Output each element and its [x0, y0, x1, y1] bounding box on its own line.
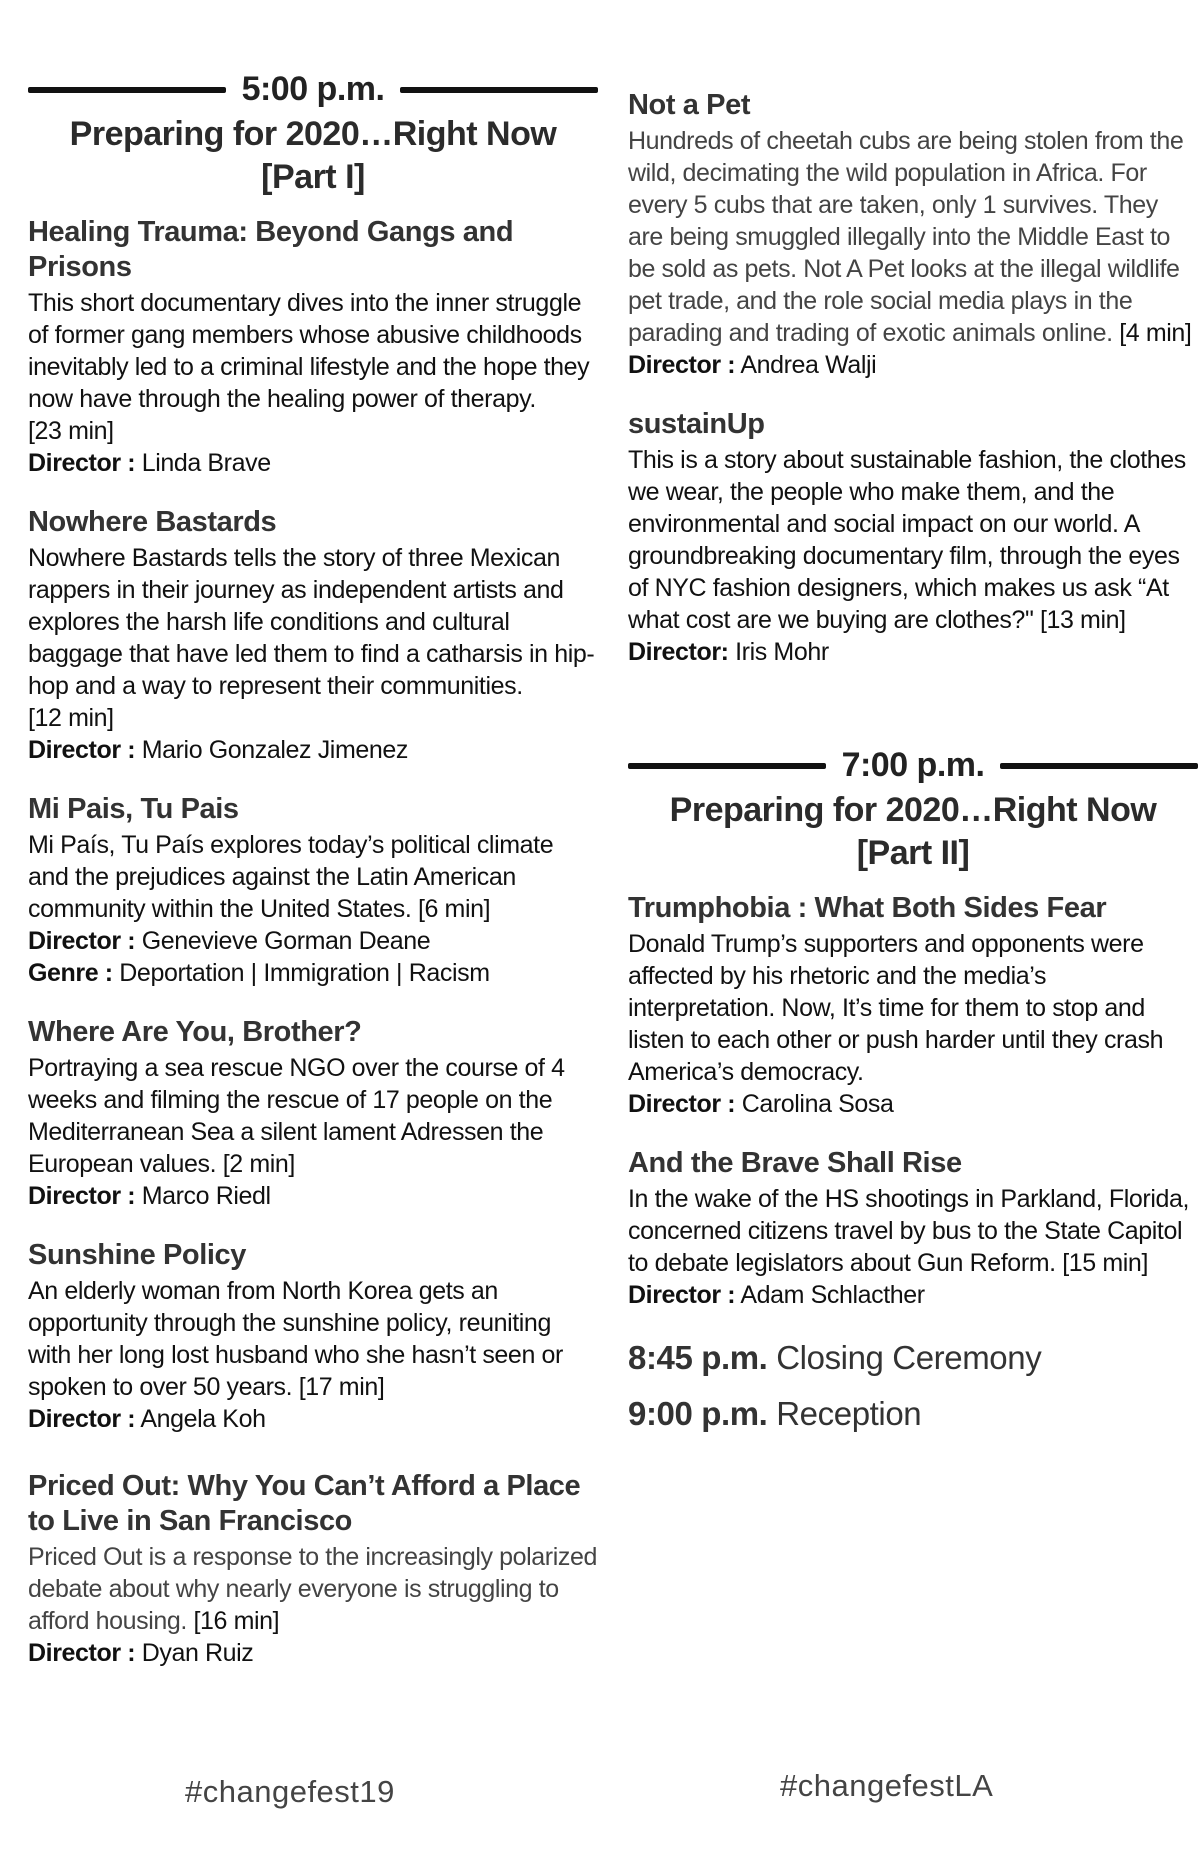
- film-director: Director : Adam Schlacther: [628, 1281, 925, 1309]
- film-description: Mi País, Tu País explores today’s political climate and the prejudices against the Latin American community within the United States. [6 min]: [28, 831, 554, 923]
- film-duration: [16 min]: [193, 1607, 280, 1635]
- film-director: Director: Iris Mohr: [628, 638, 829, 666]
- film-duration: [4 min]: [1119, 319, 1192, 347]
- film-mi-pais: [28, 792, 598, 989]
- film-title: And the Brave Shall Rise: [628, 1147, 962, 1179]
- film-description: Priced Out is a response to the increasingly polarized debate about why nearly everyone is struggling to afford housing. [16 min]: [28, 1543, 597, 1635]
- divider-rule: [400, 87, 598, 93]
- schedule-reception: 9:00 p.m. Reception: [628, 1395, 922, 1432]
- film-where-are-you-brother: [28, 1015, 598, 1212]
- film-description: This is a story about sustainable fashion, the clothes we wear, the people who make them, and the environmental and social impact on our world. A groundbreaking documentary film, through the eyes of NYC fashion designers, which makes us ask “At what cost are we buying are clothes?" [13 min]: [628, 446, 1186, 634]
- film-title: Sunshine Policy: [28, 1239, 246, 1271]
- film-duration: [23 min]: [28, 417, 114, 445]
- film-brave-shall-rise: [628, 1146, 1198, 1311]
- right-column: [628, 88, 1198, 1435]
- film-director: Director : Linda Brave: [28, 449, 271, 477]
- film-healing-trauma: [28, 215, 598, 479]
- film-description: Hundreds of cheetah cubs are being stolen from the wild, decimating the wild population in Africa. For every 5 cubs that are taken, only 1 survives. They are being smuggled illegally into the Middle East to be sold as pets. Not A Pet looks at the illegal wildlife pet trade, and the role social media plays in the parading and trading of exotic animals online. [4 min]: [628, 127, 1192, 347]
- film-director: Director : Genevieve Gorman Deane: [28, 927, 431, 955]
- film-director: Director : Andrea Walji: [628, 351, 877, 379]
- divider-rule: [1000, 763, 1198, 769]
- film-title: Nowhere Bastards: [28, 506, 277, 538]
- time-header-5pm: [28, 70, 598, 199]
- divider-rule: [628, 763, 826, 769]
- session-title: Preparing for 2020…Right Now [Part II]: [669, 791, 1157, 872]
- film-trumphobia: [628, 891, 1198, 1120]
- session-title: Preparing for 2020…Right Now [Part I]: [69, 115, 557, 196]
- schedule-closing-ceremony: 8:45 p.m. Closing Ceremony: [628, 1339, 1042, 1376]
- film-title: Trumphobia : What Both Sides Fear: [628, 892, 1107, 924]
- film-director: Director : Carolina Sosa: [628, 1090, 894, 1118]
- film-director: Director : Dyan Ruiz: [28, 1639, 254, 1667]
- film-description: An elderly woman from North Korea gets an opportunity through the sunshine policy, reuniting with her long lost husband who she hasn’t seen or spoken to over 50 years. [17 min]: [28, 1277, 563, 1401]
- left-column: [28, 70, 598, 1695]
- film-sustainup: [628, 407, 1198, 668]
- film-priced-out: [28, 1469, 598, 1669]
- film-title: Where Are You, Brother?: [28, 1016, 362, 1048]
- film-title: Mi Pais, Tu Pais: [28, 793, 239, 825]
- film-description: This short documentary dives into the inner struggle of former gang members whose abusive childhoods inevitably led to a criminal lifestyle and the hope they now have through the healing power of therapy.: [28, 289, 590, 413]
- film-title: Priced Out: Why You Can’t Afford a Place to Live in San Francisco: [28, 1470, 581, 1537]
- film-director: Director : Angela Koh: [28, 1405, 266, 1433]
- film-title: Healing Trauma: Beyond Gangs and Prisons: [28, 216, 514, 283]
- film-title: Not a Pet: [628, 89, 751, 121]
- film-duration: [12 min]: [28, 704, 114, 732]
- film-not-a-pet: [628, 88, 1198, 381]
- hashtag-right: #changefestLA: [780, 1768, 994, 1803]
- film-description: Nowhere Bastards tells the story of three Mexican rappers in their journey as independent artists and explores the harsh life conditions and cultural baggage that have led them to find a catharsis in hip-hop and a way to represent their communities.: [28, 544, 595, 700]
- time-header-7pm: [628, 746, 1198, 875]
- film-director: Director : Mario Gonzalez Jimenez: [28, 736, 408, 764]
- hashtag-left: #changefest19: [185, 1774, 395, 1809]
- film-genre: Genre : Deportation | Immigration | Racism: [28, 959, 490, 987]
- film-title: sustainUp: [628, 408, 765, 440]
- divider-rule: [28, 87, 226, 93]
- film-director: Director : Marco Riedl: [28, 1182, 271, 1210]
- film-sunshine-policy: [28, 1238, 598, 1435]
- film-description: Portraying a sea rescue NGO over the course of 4 weeks and filming the rescue of 17 people on the Mediterranean Sea a silent lament Adressen the European values. [2 min]: [28, 1054, 565, 1178]
- session-time: 7:00 p.m.: [841, 746, 985, 784]
- session-time: 5:00 p.m.: [241, 70, 385, 108]
- film-nowhere-bastards: [28, 505, 598, 766]
- film-description: In the wake of the HS shootings in Parkland, Florida, concerned citizens travel by bus to the State Capitol to debate legislators about Gun Reform. [15 min]: [628, 1185, 1190, 1277]
- film-description: Donald Trump’s supporters and opponents were affected by his rhetoric and the media’s interpretation. Now, It’s time for them to stop and listen to each other or push harder until they crash America’s democracy.: [628, 930, 1164, 1086]
